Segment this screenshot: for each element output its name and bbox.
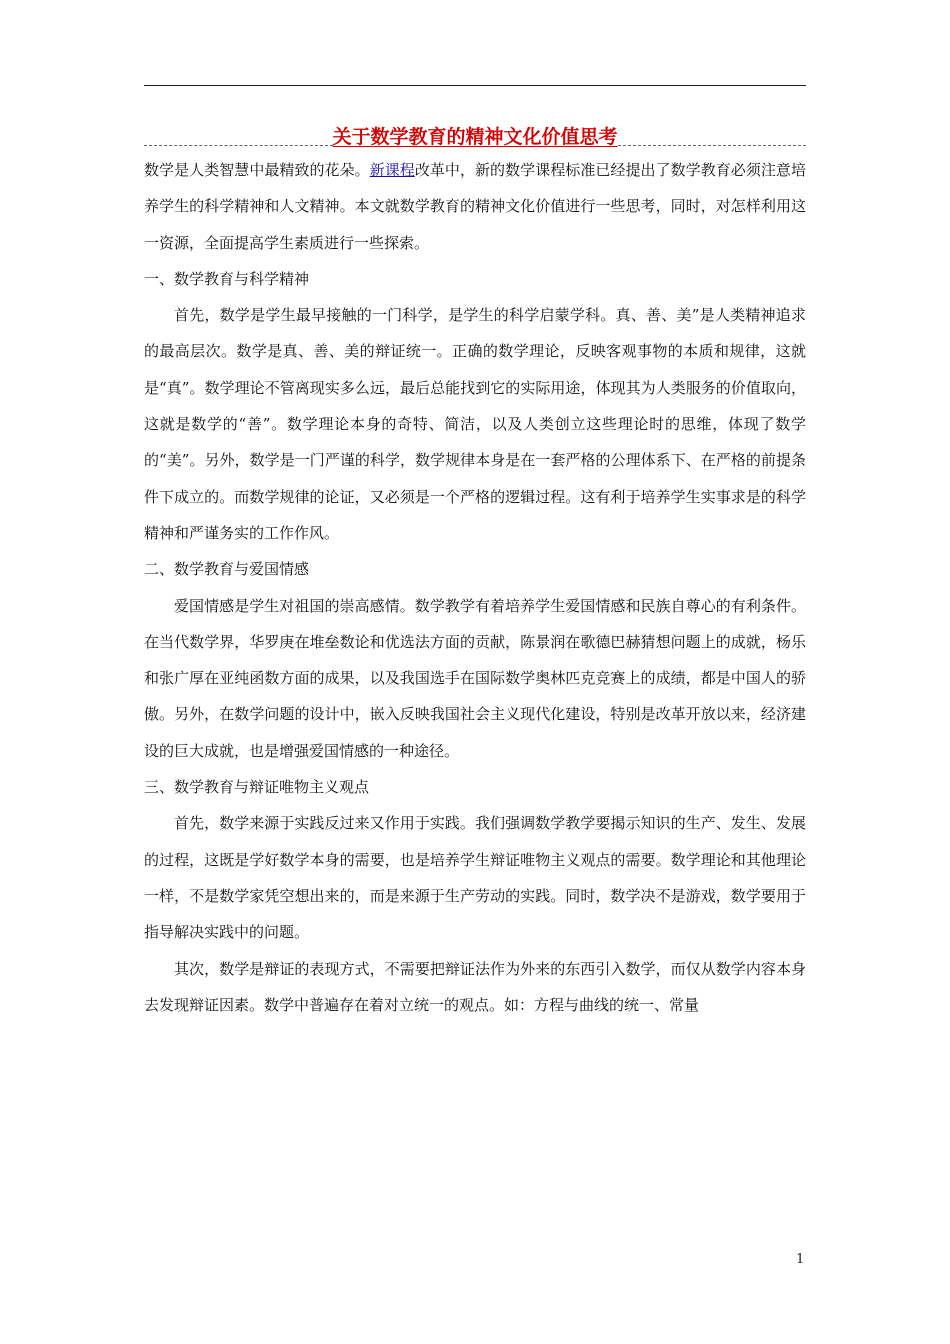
new-curriculum-link[interactable]: 新课程 — [369, 161, 415, 179]
section-paragraph: 首先，数学是学生最早接触的一门科学，是学生的科学启蒙学科。真、善、美”是人类精神追求的最高层次。数学是真、善、美的辩证统一。正确的数学理论，反映客观事物的本质和规律，这就是“真”。数学理论不管离现实多么远，最后总能找到它的实际用途，体现其为人类服务的价值取向，这就是数学的“善”。数学理论本身的奇特、简洁，以及人类创立这些理论时的思维，体现了数学的“美”。另外，数学是一门严谨的科学，数学规律本身是在一套严格的公理体系下、在严格的前提条件下成立的。而数学规律的论证，又必须是一个严格的逻辑过程。这有利于培养学生实事求是的科学精神和严谨务实的工作作风。 — [144, 306, 806, 542]
section-paragraph: 首先，数学来源于实践反过来又作用于实践。我们强调数学教学要揭示知识的生产、发生、发展的过程，这既是学好数学本身的需要，也是培养学生辩证唯物主义观点的需要。数学理论和其他理论一样，不是数学家凭空想出来的，而是来源于生产劳动的实践。同时，数学决不是游戏，数学要用于指导解决实践中的问题。 — [144, 814, 806, 942]
title-row — [144, 122, 806, 150]
title-dash-right — [618, 131, 807, 146]
intro-paragraph — [144, 152, 806, 261]
intro-text-after-link: 改革中，新的数学课程标准已经提出了数学教育必须注意培养学生的科学精神和人文精神。本文就数学教育的精神文化价值进行一些思考，同时，对怎样利用这一资源，全面提高学生素质进行一些探索。 — [144, 161, 806, 252]
header-rule — [144, 85, 806, 86]
section-paragraph: 爱国情感是学生对祖国的崇高感情。数学教学有着培养学生爱国情感和民族自尊心的有利条件。在当代数学界，华罗庚在堆垒数论和优选法方面的贡献，陈景润在歌德巴赫猜想问题上的成就，杨乐和张广厚在亚纯函数方面的成果，以及我国选手在国际数学奥林匹克竞赛上的成绩，都是中国人的骄傲。另外，在数学问题的设计中，嵌入反映我国社会主义现代化建设，特别是改革开放以来，经济建设的巨大成就，也是增强爱国情感的一种途径。 — [144, 596, 806, 760]
section-heading: 一、数学教育与科学精神 — [144, 269, 310, 288]
document-title: 关于数学教育的精神文化价值思考 — [332, 126, 618, 148]
section-heading: 三、数学教育与辩证唯物主义观点 — [144, 778, 370, 797]
section-paragraph: 其次，数学是辩证的表现方式，不需要把辩证法作为外来的东西引入数学，而仅从数学内容本身去发现辩证因素。数学中普遍存在着对立统一的观点。如：方程与曲线的统一、常量 — [144, 959, 806, 1014]
intro-text-before-link: 数学是人类智慧中最精致的花朵。 — [144, 161, 370, 179]
title-dash-left — [144, 131, 333, 146]
document-body — [144, 152, 806, 1023]
page-number: 1 — [796, 1252, 805, 1267]
section-heading: 二、数学教育与爱国情感 — [144, 560, 310, 579]
